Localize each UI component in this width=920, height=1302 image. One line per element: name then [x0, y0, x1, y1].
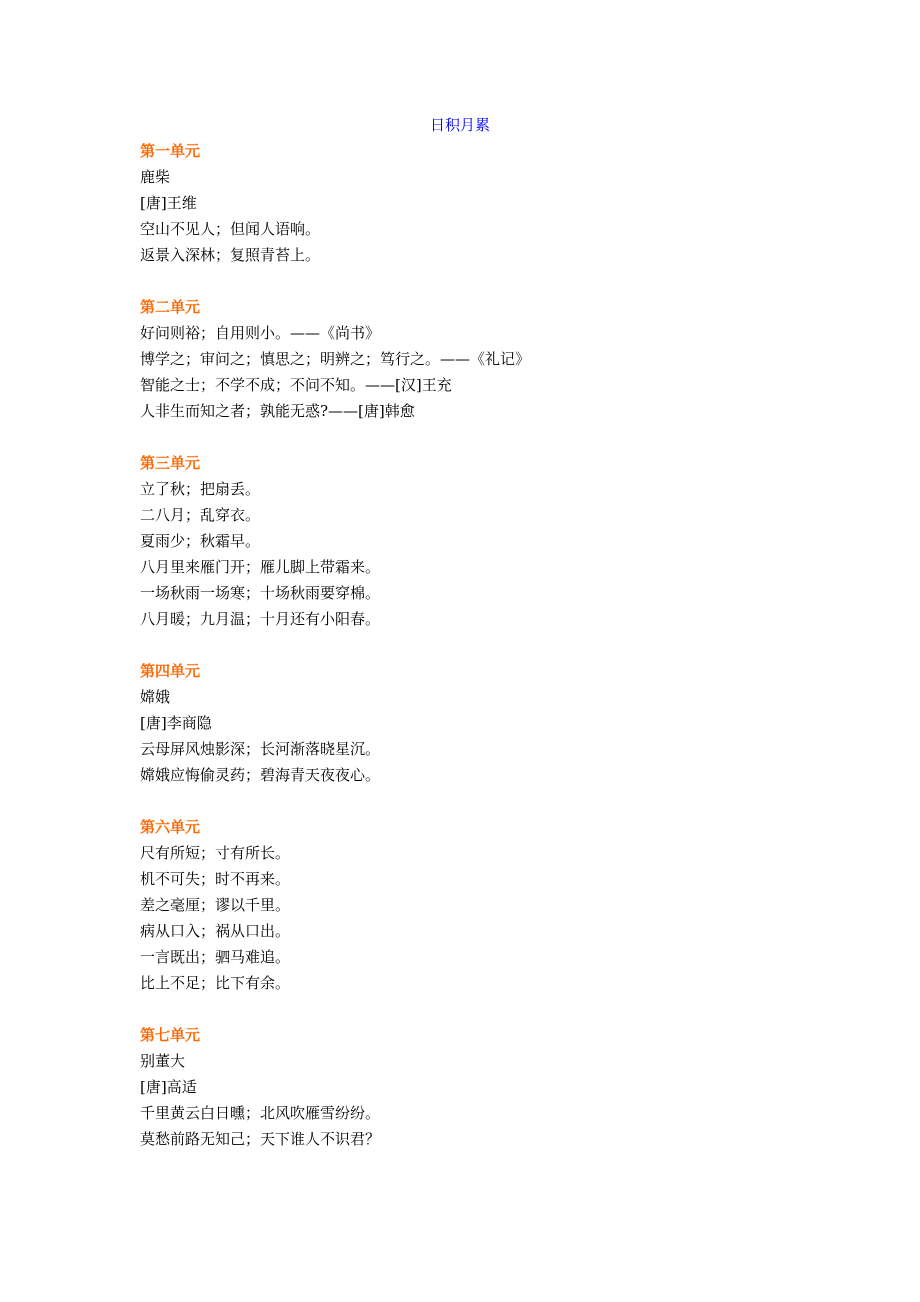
quote-line: 博学之；审问之；慎思之；明辨之；笃行之。——《礼记》 [140, 350, 531, 368]
poem-line: 云母屏风烛影深；长河渐落晓星沉。 [140, 740, 381, 758]
section-heading: 第二单元 [140, 298, 201, 316]
poem-title: 别董大 [140, 1052, 186, 1070]
section-unit-3 [140, 450, 840, 632]
idiom-line: 差之毫厘；谬以千里。 [140, 896, 291, 914]
section-unit-6 [140, 814, 840, 996]
poem-title: 鹿柴 [140, 168, 171, 186]
idiom-line: 机不可失；时不再来。 [140, 870, 291, 888]
section-heading: 第三单元 [140, 454, 201, 472]
proverb-line: 二八月；乱穿衣。 [140, 506, 261, 524]
document-title: 日积月累 [429, 116, 490, 134]
section-heading: 第四单元 [140, 662, 201, 680]
idiom-line: 一言既出；驷马难追。 [140, 948, 291, 966]
poem-line: 空山不见人；但闻人语响。 [140, 220, 321, 238]
proverb-line: 八月暖；九月温；十月还有小阳春。 [140, 610, 381, 628]
proverb-line: 夏雨少；秋霜早。 [140, 532, 261, 550]
proverb-line: 立了秋；把扇丢。 [140, 480, 261, 498]
poem-title: 嫦娥 [140, 688, 171, 706]
section-heading: 第六单元 [140, 818, 201, 836]
poem-line: 返景入深林；复照青苔上。 [140, 246, 321, 264]
section-heading: 第七单元 [140, 1026, 201, 1044]
quote-line: 好问则裕；自用则小。——《尚书》 [140, 324, 381, 342]
section-unit-7 [140, 1022, 840, 1152]
quote-line: 人非生而知之者；孰能无惑?——[唐]韩愈 [140, 402, 415, 420]
section-unit-4 [140, 658, 840, 788]
quote-line: 智能之士；不学不成；不问不知。——[汉]王充 [140, 376, 452, 394]
poem-line: 千里黄云白日曛；北风吹雁雪纷纷。 [140, 1104, 381, 1122]
poem-author: [唐]高适 [140, 1078, 197, 1096]
section-unit-2 [140, 294, 840, 424]
section-unit-1 [140, 138, 840, 268]
poem-line: 嫦娥应悔偷灵药；碧海青天夜夜心。 [140, 766, 381, 784]
poem-author: [唐]李商隐 [140, 714, 212, 732]
idiom-line: 病从口入；祸从口出。 [140, 922, 291, 940]
document-body [140, 138, 840, 1178]
proverb-line: 一场秋雨一场寒；十场秋雨要穿棉。 [140, 584, 381, 602]
poem-author: [唐]王维 [140, 194, 197, 212]
poem-line: 莫愁前路无知己；天下谁人不识君？ [140, 1130, 381, 1148]
idiom-line: 比上不足；比下有余。 [140, 974, 291, 992]
proverb-line: 八月里来雁门开；雁儿脚上带霜来。 [140, 558, 381, 576]
section-heading: 第一单元 [140, 142, 201, 160]
idiom-line: 尺有所短；寸有所长。 [140, 844, 291, 862]
